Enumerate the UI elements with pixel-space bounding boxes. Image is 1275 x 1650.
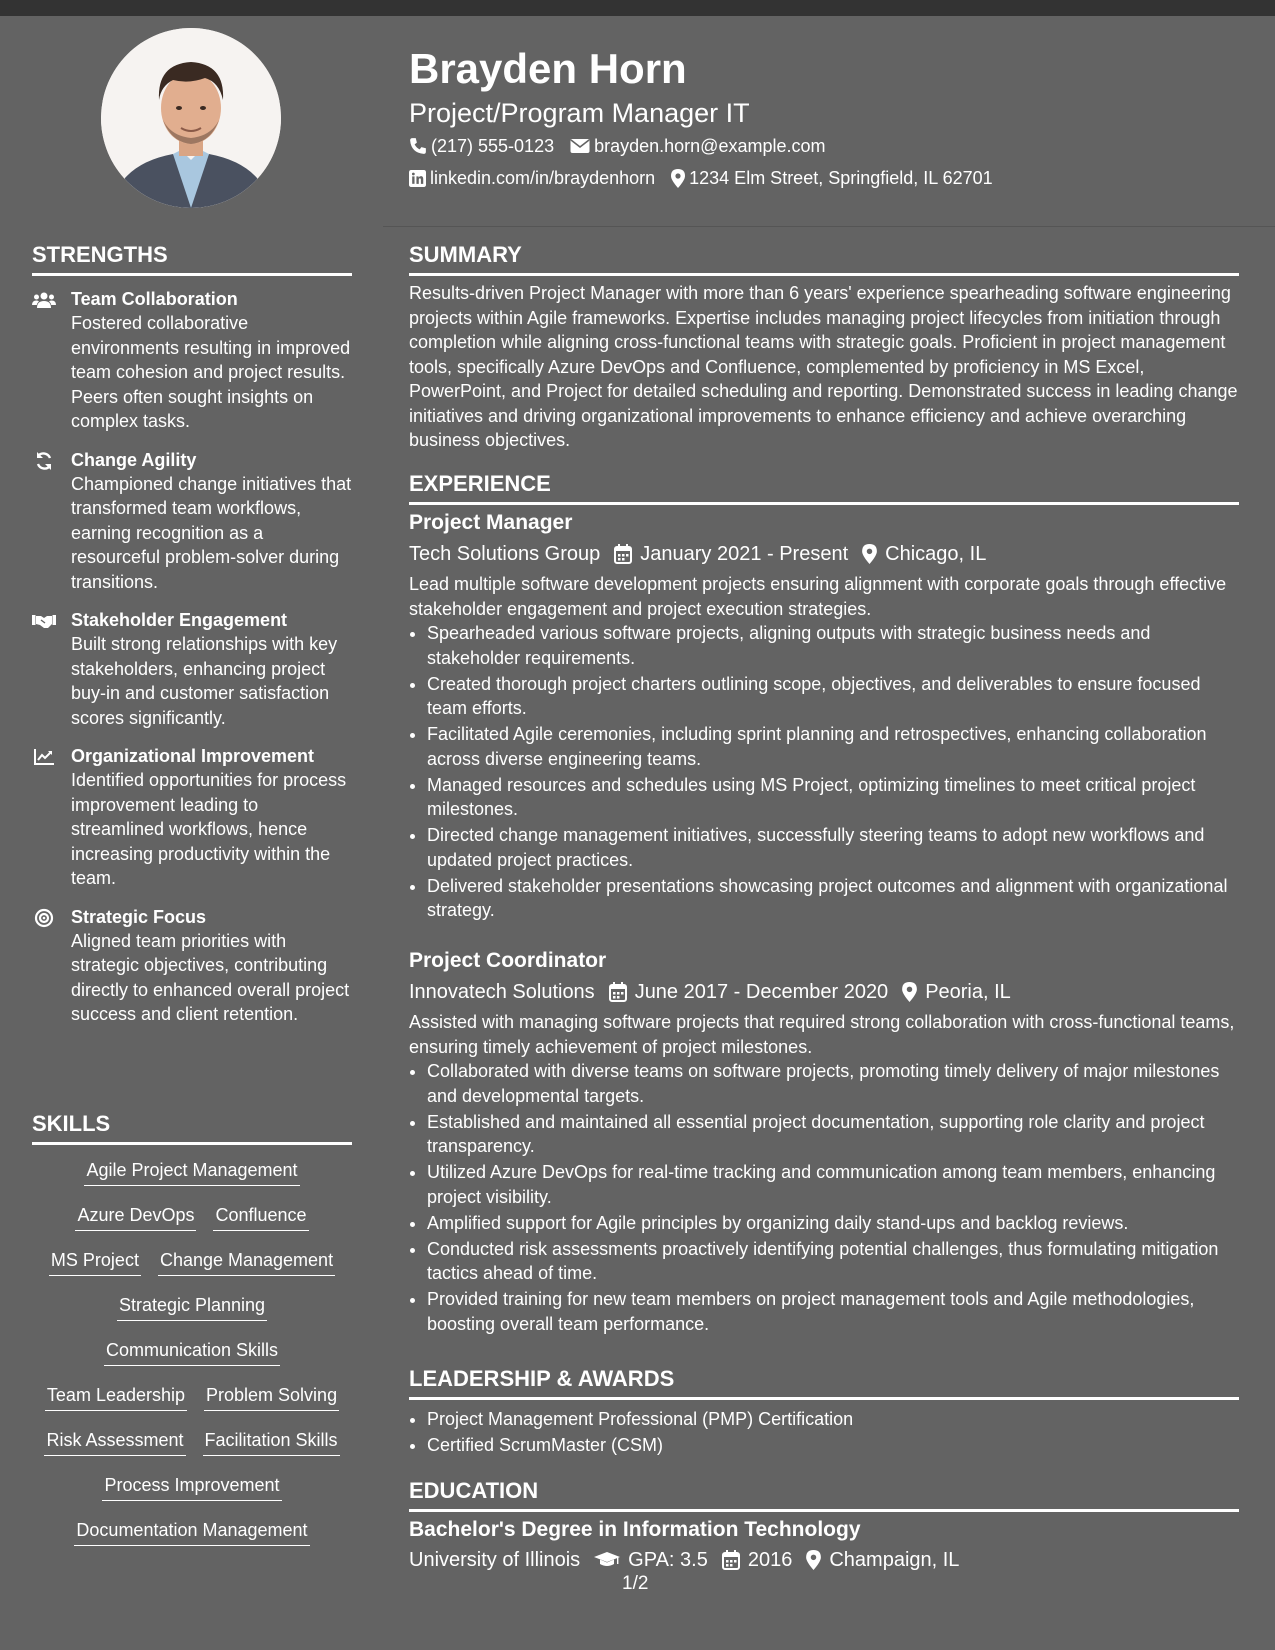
- linkedin-icon: [409, 170, 426, 187]
- line-chart-icon: [32, 745, 56, 769]
- strength-item: [32, 744, 352, 891]
- job-description: Lead multiple software development projects ensuring alignment with corporate goals through effective stakeholder engagement and project execution strategies.: [409, 574, 1227, 619]
- summary-heading: SUMMARY: [409, 241, 1239, 276]
- envelope-icon: [570, 138, 590, 154]
- map-pin-icon: [902, 982, 917, 1002]
- skill-tag: Azure DevOps: [75, 1203, 196, 1231]
- job-title: Project Coordinator: [409, 949, 607, 972]
- bullet-item: • Spearheaded various software projects, aligning outputs with strategic business needs and stakeholder requirements.: [427, 621, 1239, 670]
- bullet-item: • Collaborated with diverse teams on software projects, promoting timely delivery of major milestones and developmental targets.: [427, 1059, 1239, 1108]
- strength-name: Stakeholder Engagement: [71, 610, 288, 630]
- sync-icon: [32, 449, 56, 473]
- gpa: [594, 1546, 708, 1574]
- strength-item: [32, 905, 352, 1027]
- skill-tag: Facilitation Skills: [203, 1428, 340, 1456]
- awards-section: [409, 1407, 1239, 1459]
- calendar-icon: [614, 544, 632, 564]
- job-description: Assisted with managing software projects that required strong collaboration with cross-functional teams, ensuring timely achievement of project milestones.: [409, 1012, 1235, 1057]
- strength-desc: Aligned team priorities with strategic objectives, contributing directly to enhanced overall project success and client retention.: [71, 930, 350, 1024]
- grad-year-text: 2016: [747, 1549, 793, 1571]
- education-section: [409, 1516, 1239, 1574]
- strength-desc: Championed change initiatives that transformed team workflows, earning recognition as a resourceful problem-solver during transitions.: [71, 473, 352, 592]
- phone-icon: [409, 137, 427, 155]
- skill-tag: Problem Solving: [204, 1383, 339, 1411]
- strength-name: Team Collaboration: [71, 289, 238, 309]
- target-icon: [32, 906, 56, 930]
- strength-name: Organizational Improvement: [71, 746, 315, 766]
- strength-item: [32, 608, 352, 730]
- strengths-list: [32, 287, 352, 1041]
- strength-desc: Fostered collaborative environments resulting in improved team cohesion and project results. Peers often sought insights on complex tasks.: [71, 313, 351, 431]
- skill-row: [32, 1158, 352, 1203]
- graduation-cap-icon: [594, 1551, 620, 1569]
- linkedin-text: linkedin.com/in/braydenhorn: [430, 168, 656, 188]
- contact-row-2: [409, 166, 1009, 190]
- company-name: Tech Solutions Group: [409, 543, 601, 565]
- job-title: Project Manager: [409, 511, 573, 534]
- email-contact[interactable]: [570, 134, 825, 158]
- education-heading: EDUCATION: [409, 1477, 1239, 1512]
- linkedin-contact[interactable]: [409, 166, 655, 190]
- skill-row: [32, 1248, 352, 1293]
- bullet-item: • Amplified support for Agile principles by organizing daily stand-ups and backlog reviews.: [427, 1211, 1239, 1236]
- map-pin-icon: [806, 1550, 821, 1570]
- email-text: brayden.horn@example.com: [594, 136, 826, 156]
- map-pin-icon: [671, 169, 685, 188]
- job-location: [902, 978, 1011, 1006]
- bullet-item: • Provided training for new team members on project management tools and Agile methodologies, boosting overall team performance.: [427, 1287, 1239, 1336]
- skill-tag: Risk Assessment: [44, 1428, 185, 1456]
- strength-item: [32, 287, 352, 434]
- skill-row: [32, 1293, 352, 1338]
- page-number: 1/2: [622, 1573, 649, 1594]
- profile-photo: [101, 28, 281, 208]
- strength-desc: Identified opportunities for process improvement leading to streamlined workflows, hence increasing productivity within the team.: [71, 770, 347, 888]
- experience-heading: EXPERIENCE: [409, 470, 1239, 505]
- calendar-icon: [722, 1550, 740, 1570]
- job-dates-text: June 2017 - December 2020: [634, 981, 889, 1003]
- bullet-item: • Facilitated Agile ceremonies, including sprint planning and retrospectives, enhancing collaboration across diverse engineering teams.: [427, 722, 1239, 771]
- bullet-item: • Directed change management initiatives, successfully steering teams to adopt new workflows and updated project practices.: [427, 823, 1239, 872]
- education-meta: [409, 1546, 1239, 1574]
- job-bullets: [409, 621, 1239, 923]
- job-dates: [614, 540, 848, 568]
- job-dates-text: January 2021 - Present: [640, 543, 849, 565]
- skill-tag: Documentation Management: [74, 1518, 309, 1546]
- job-dates: [609, 978, 889, 1006]
- skills-list: [32, 1158, 352, 1563]
- bullet-item: • Created thorough project charters outlining scope, objectives, and deliverables to ensure focused team efforts.: [427, 672, 1239, 721]
- header-divider: [383, 226, 1275, 227]
- skill-row: [32, 1383, 352, 1428]
- award-item: • Project Management Professional (PMP) Certification: [427, 1407, 1239, 1432]
- award-item: • Certified ScrumMaster (CSM): [427, 1433, 1239, 1458]
- bullet-item: • Established and maintained all essential project documentation, supporting role clarity and project transparency.: [427, 1110, 1239, 1159]
- skill-tag: Communication Skills: [104, 1338, 280, 1366]
- job-meta: [409, 978, 1239, 1006]
- awards-list: [409, 1407, 1239, 1458]
- school-location-text: Champaign, IL: [829, 1549, 960, 1571]
- handshake-icon: [32, 609, 56, 633]
- company-name: Innovatech Solutions: [409, 981, 595, 1003]
- skill-tag: Process Improvement: [102, 1473, 281, 1501]
- bullet-item: • Utilized Azure DevOps for real-time tracking and communication among team members, enhancing project visibility.: [427, 1160, 1239, 1209]
- phone-text: (217) 555-0123: [431, 136, 555, 156]
- skill-row: [32, 1428, 352, 1473]
- bullet-item: • Managed resources and schedules using MS Project, optimizing timelines to meet critical project milestones.: [427, 773, 1239, 822]
- skill-row: [32, 1473, 352, 1518]
- school-name: University of Illinois: [409, 1549, 581, 1571]
- map-pin-icon: [862, 544, 877, 564]
- job-location-text: Peoria, IL: [925, 981, 1011, 1003]
- job-entry: [409, 947, 1239, 1338]
- strengths-heading: STRENGTHS: [32, 241, 352, 276]
- skills-heading: SKILLS: [32, 1110, 352, 1145]
- skill-tag: Strategic Planning: [117, 1293, 267, 1321]
- skill-tag: Agile Project Management: [84, 1158, 299, 1186]
- skill-tag: Team Leadership: [45, 1383, 187, 1411]
- job-meta: [409, 540, 1239, 568]
- strength-name: Change Agility: [71, 449, 197, 470]
- job-location-text: Chicago, IL: [885, 543, 987, 565]
- address-contact: [671, 166, 993, 190]
- job-bullets: [409, 1059, 1239, 1336]
- address-text: 1234 Elm Street, Springfield, IL 62701: [689, 168, 993, 188]
- strength-desc: Built strong relationships with key stakeholders, enhancing project buy-in and customer satisfaction scores significantly.: [71, 634, 338, 728]
- candidate-name: Brayden Horn: [409, 45, 687, 92]
- skill-tag: Change Management: [158, 1248, 335, 1276]
- job-entry: [409, 509, 1239, 924]
- skill-row: [32, 1338, 352, 1383]
- skill-row: [32, 1518, 352, 1563]
- bullet-item: • Conducted risk assessments proactively identifying potential challenges, thus formulating mitigation tactics ahead of time.: [427, 1237, 1239, 1286]
- job-location: [862, 540, 986, 568]
- gpa-text: GPA: 3.5: [628, 1549, 708, 1571]
- skill-tag: Confluence: [213, 1203, 308, 1231]
- degree-title: Bachelor's Degree in Information Technology: [409, 1518, 861, 1541]
- grad-year: [722, 1546, 793, 1574]
- contact-row-1: [409, 134, 841, 158]
- users-icon: [32, 288, 56, 312]
- skill-tag: MS Project: [49, 1248, 141, 1276]
- summary-text: Results-driven Project Manager with more than 6 years' experience spearheading software engineering projects within Agile frameworks. Expertise includes managing project lifecycles from initiation through completion while aligning cross-functional teams with strategic goals. Proficient in project management tools, specifically Azure DevOps and Confluence, complemented by proficiency in MS Excel, PowerPoint, and Project for detailed scheduling and reporting. Demonstrated success in leading change initiatives and driving organizational improvements to enhance efficiency and achieve overarching business objectives.: [409, 283, 1238, 450]
- summary-section: [409, 281, 1239, 453]
- top-bar: [0, 0, 1275, 16]
- school-location: [806, 1546, 959, 1574]
- job-title-header: Project/Program Manager IT: [409, 98, 750, 128]
- calendar-icon: [609, 982, 627, 1002]
- phone-contact[interactable]: [409, 134, 554, 158]
- strength-item: [32, 448, 352, 595]
- bullet-item: • Delivered stakeholder presentations showcasing project outcomes and alignment with organizational strategy.: [427, 874, 1239, 923]
- strength-name: Strategic Focus: [71, 906, 207, 927]
- skill-row: [32, 1203, 352, 1248]
- awards-heading: LEADERSHIP & AWARDS: [409, 1365, 1239, 1400]
